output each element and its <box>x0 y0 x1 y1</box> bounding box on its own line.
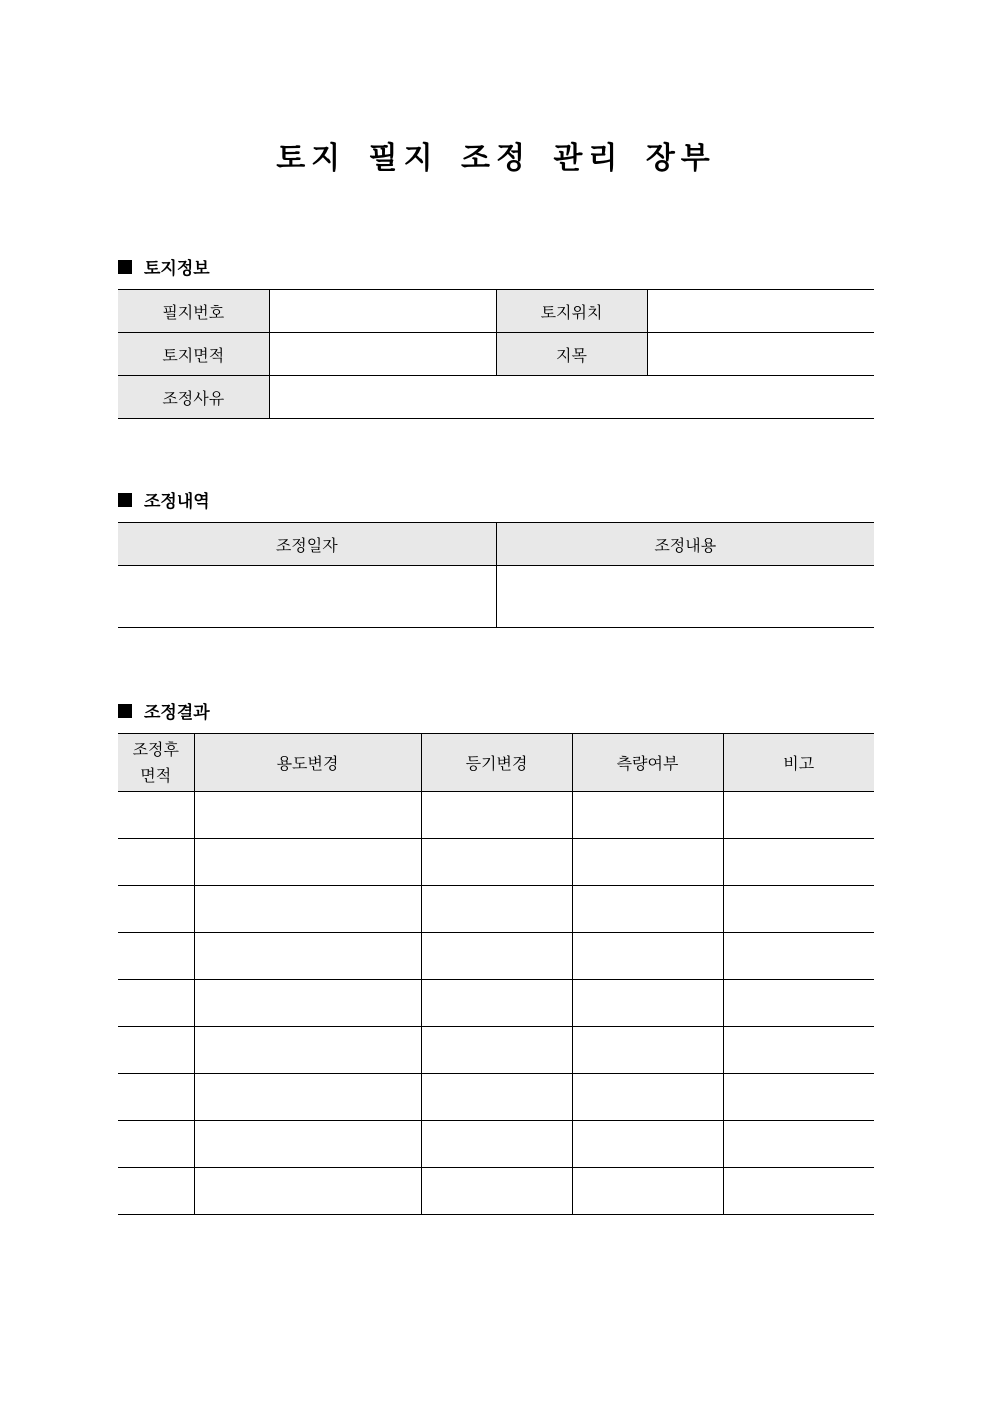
registry-change-cell[interactable] <box>421 1168 572 1215</box>
square-bullet-icon <box>118 493 132 507</box>
table-row <box>118 566 874 628</box>
land-category-field[interactable] <box>647 333 874 376</box>
table-row <box>118 290 874 333</box>
land-location-field[interactable] <box>647 290 874 333</box>
survey-status-cell[interactable] <box>572 1074 723 1121</box>
table-row <box>118 1121 874 1168</box>
column-header-adjust-content: 조정내용 <box>496 523 874 566</box>
label-land-area: 토지면적 <box>118 333 269 376</box>
survey-status-cell[interactable] <box>572 1027 723 1074</box>
registry-change-cell[interactable] <box>421 1074 572 1121</box>
label-land-location: 토지위치 <box>496 290 647 333</box>
registry-change-cell[interactable] <box>421 886 572 933</box>
survey-status-cell[interactable] <box>572 886 723 933</box>
registry-change-cell[interactable] <box>421 792 572 839</box>
area-after-adjust-cell[interactable] <box>118 1027 194 1074</box>
table-row <box>118 333 874 376</box>
use-change-cell[interactable] <box>194 839 421 886</box>
adjust-reason-field[interactable] <box>269 376 874 419</box>
use-change-cell[interactable] <box>194 980 421 1027</box>
use-change-cell[interactable] <box>194 1027 421 1074</box>
table-row <box>118 839 874 886</box>
remarks-cell[interactable] <box>723 1121 874 1168</box>
column-header-registry-change: 등기변경 <box>421 734 572 792</box>
label-parcel-number: 필지번호 <box>118 290 269 333</box>
adjust-results-table <box>118 733 874 1215</box>
area-after-adjust-cell[interactable] <box>118 886 194 933</box>
registry-change-cell[interactable] <box>421 980 572 1027</box>
section-heading-text: 조정내역 <box>144 492 210 512</box>
registry-change-cell[interactable] <box>421 839 572 886</box>
header-line: 면적 <box>140 765 172 785</box>
table-row <box>118 886 874 933</box>
registry-change-cell[interactable] <box>421 933 572 980</box>
table-row <box>118 933 874 980</box>
use-change-cell[interactable] <box>194 1121 421 1168</box>
use-change-cell[interactable] <box>194 1074 421 1121</box>
label-land-category: 지목 <box>496 333 647 376</box>
survey-status-cell[interactable] <box>572 1121 723 1168</box>
column-header-area-after-adjust <box>118 734 194 792</box>
registry-change-cell[interactable] <box>421 1121 572 1168</box>
area-after-adjust-cell[interactable] <box>118 933 194 980</box>
adjust-details-table <box>118 522 874 628</box>
table-row <box>118 1074 874 1121</box>
square-bullet-icon <box>118 260 132 274</box>
square-bullet-icon <box>118 704 132 718</box>
area-after-adjust-cell[interactable] <box>118 1074 194 1121</box>
section-heading-land-info <box>118 254 210 279</box>
table-row <box>118 792 874 839</box>
column-header-use-change: 용도변경 <box>194 734 421 792</box>
land-area-field[interactable] <box>269 333 496 376</box>
section-heading-text: 조정결과 <box>144 703 210 723</box>
header-line: 조정후 <box>132 739 179 759</box>
remarks-cell[interactable] <box>723 886 874 933</box>
remarks-cell[interactable] <box>723 1168 874 1215</box>
use-change-cell[interactable] <box>194 1168 421 1215</box>
parcel-number-field[interactable] <box>269 290 496 333</box>
area-after-adjust-cell[interactable] <box>118 980 194 1027</box>
section-heading-adjust-results <box>118 698 210 723</box>
table-header-row <box>118 523 874 566</box>
survey-status-cell[interactable] <box>572 839 723 886</box>
survey-status-cell[interactable] <box>572 933 723 980</box>
column-header-survey-status: 측량여부 <box>572 734 723 792</box>
remarks-cell[interactable] <box>723 1074 874 1121</box>
survey-status-cell[interactable] <box>572 792 723 839</box>
label-adjust-reason: 조정사유 <box>118 376 269 419</box>
area-after-adjust-cell[interactable] <box>118 1121 194 1168</box>
registry-change-cell[interactable] <box>421 1027 572 1074</box>
table-row <box>118 1168 874 1215</box>
use-change-cell[interactable] <box>194 933 421 980</box>
section-heading-adjust-details <box>118 487 210 512</box>
land-info-table <box>118 289 874 419</box>
survey-status-cell[interactable] <box>572 1168 723 1215</box>
use-change-cell[interactable] <box>194 792 421 839</box>
table-header-row <box>118 734 874 792</box>
column-header-remarks: 비고 <box>723 734 874 792</box>
area-after-adjust-cell[interactable] <box>118 1168 194 1215</box>
use-change-cell[interactable] <box>194 886 421 933</box>
document-title: 토지 필지 조정 관리 장부 <box>276 141 716 176</box>
remarks-cell[interactable] <box>723 792 874 839</box>
remarks-cell[interactable] <box>723 839 874 886</box>
table-row <box>118 1027 874 1074</box>
column-header-adjust-date: 조정일자 <box>118 523 496 566</box>
remarks-cell[interactable] <box>723 1027 874 1074</box>
area-after-adjust-cell[interactable] <box>118 792 194 839</box>
table-row <box>118 980 874 1027</box>
section-heading-text: 토지정보 <box>144 259 210 279</box>
remarks-cell[interactable] <box>723 933 874 980</box>
table-row <box>118 376 874 419</box>
survey-status-cell[interactable] <box>572 980 723 1027</box>
remarks-cell[interactable] <box>723 980 874 1027</box>
adjust-content-field[interactable] <box>496 566 874 628</box>
area-after-adjust-cell[interactable] <box>118 839 194 886</box>
adjust-date-field[interactable] <box>118 566 496 628</box>
results-body <box>118 792 874 1215</box>
